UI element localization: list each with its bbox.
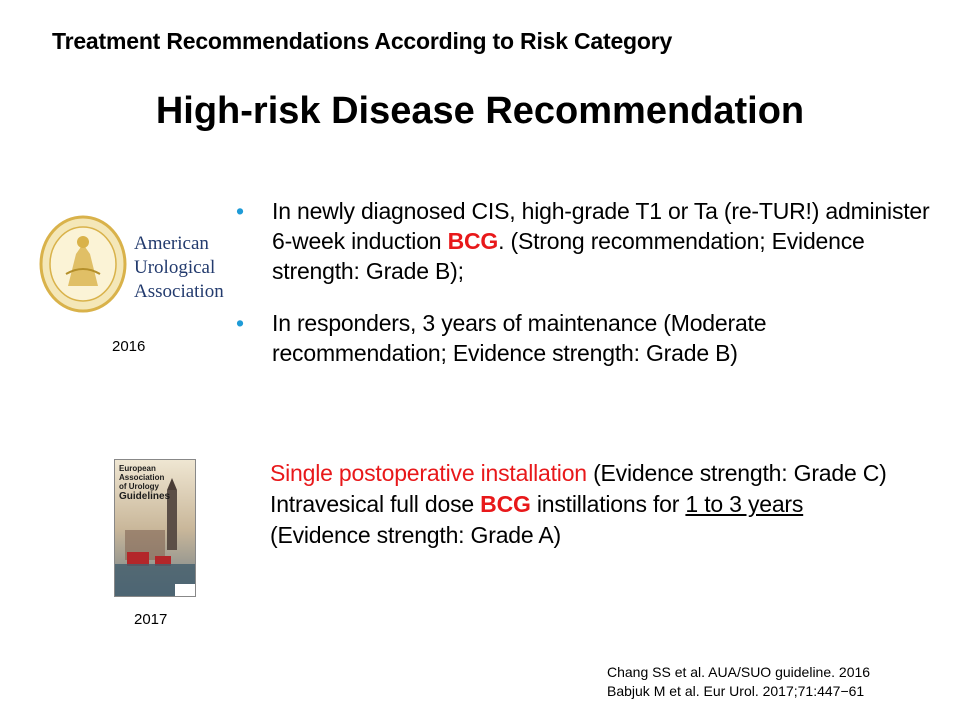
eau-year: 2017 <box>134 611 168 628</box>
bullet-2-text: In responders, 3 years of maintenance (Moderate recommendation; Evidence strength: Grade B) <box>272 310 767 366</box>
aua-line-2: Urological <box>134 257 216 278</box>
eau-line-1-red: Single postoperative installation <box>270 460 587 486</box>
bullet-item <box>236 196 936 286</box>
eau-line-2-mid: instillations for <box>530 491 686 517</box>
eau-cover-line-4: Guidelines <box>119 491 171 502</box>
eau-recommendations <box>270 458 910 551</box>
reference-1: Chang SS et al. AUA/SUO guideline. 2016 <box>607 664 871 680</box>
eau-cover-line-2: Association <box>119 473 165 482</box>
aua-logo <box>38 214 240 318</box>
eau-cover-title <box>119 464 195 503</box>
slide-title: High-risk Disease Recommendation <box>155 90 805 132</box>
reference-2: Babjuk M et al. Eur Urol. 2017;71:447−61 <box>607 683 865 699</box>
eau-line-1-rest: (Evidence strength: Grade C) <box>586 460 887 486</box>
bullet-item <box>236 308 936 368</box>
bullet-icon: • <box>236 310 244 336</box>
bullet-1-pre: In newly diagnosed CIS, high-grade T1 or Ta (re-TUR!) administer 6-week induction <box>272 198 930 254</box>
aua-line-3: Association <box>134 281 224 302</box>
eau-line-2 <box>270 489 910 551</box>
eau-line-2-pre: Intravesical full dose <box>270 491 481 517</box>
eau-cover-line-1: European <box>119 464 156 473</box>
bullet-1-post: . (Strong recommendation; Evidence strength: Grade B); <box>272 228 865 284</box>
eau-cover-line-3: of Urology <box>119 482 159 491</box>
aua-year: 2016 <box>112 338 146 355</box>
bullet-1-bcg: BCG <box>447 228 499 254</box>
aua-line-1: American <box>134 233 209 254</box>
eau-line-2-duration: 1 to 3 years <box>685 491 804 517</box>
bullet-icon: • <box>236 198 244 224</box>
eau-line-2-post: (Evidence strength: Grade A) <box>270 522 561 548</box>
eau-line-2-bcg: BCG <box>480 491 531 517</box>
references <box>607 663 870 701</box>
aua-recommendations <box>236 196 936 390</box>
aua-seal-icon <box>38 214 128 314</box>
slide-header: Treatment Recommendations According to Risk Category <box>52 28 673 54</box>
eau-line-1 <box>270 458 910 489</box>
eau-guidelines-cover <box>114 459 196 597</box>
aua-wordmark <box>134 232 224 304</box>
